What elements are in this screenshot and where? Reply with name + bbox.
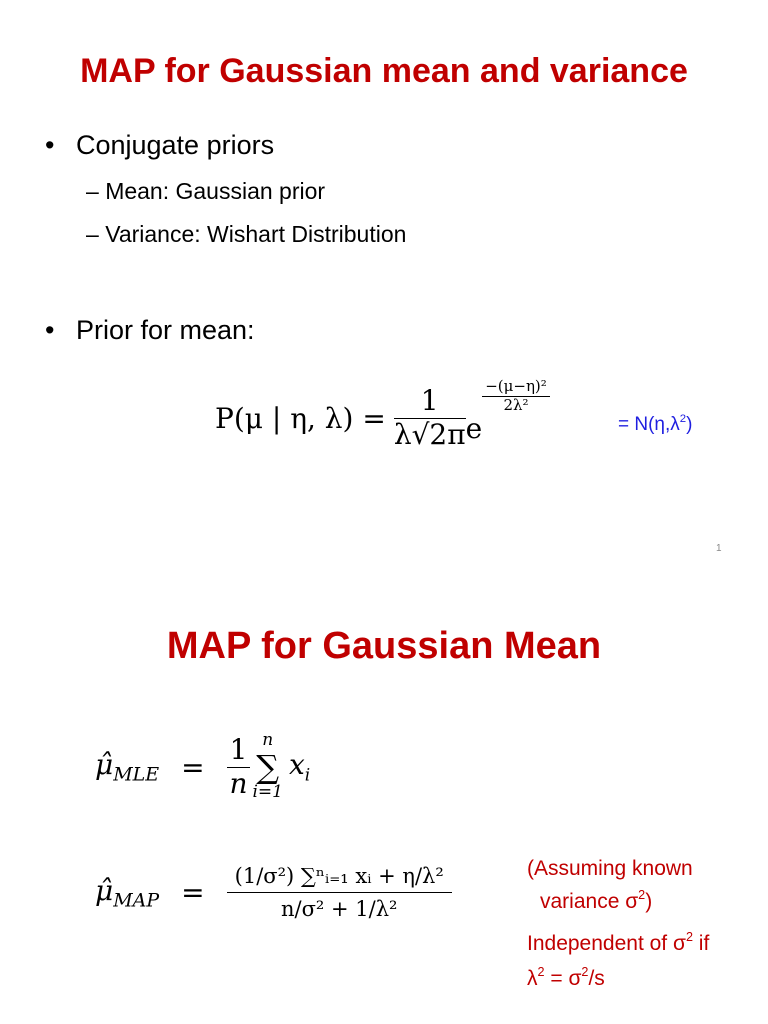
prior-equation	[215, 378, 550, 458]
exponent-denominator: 2λ²	[503, 395, 529, 414]
x-subscript: i	[304, 765, 311, 786]
note-text: = N(η,λ	[618, 413, 680, 435]
equals-sigma-text: = σ	[544, 966, 582, 990]
subbullet-text: Variance: Wishart Distribution	[105, 221, 407, 247]
normal-notation-note	[618, 413, 692, 436]
x-symbol: x	[288, 748, 305, 782]
equals-sign: =	[181, 750, 205, 784]
lambda-superscript: 2	[537, 965, 545, 979]
page-number: 1	[716, 543, 722, 554]
lambda-text: λ	[527, 966, 538, 990]
assumption-note-line1: (Assuming known	[527, 857, 693, 880]
map-subscript: MAP	[113, 889, 160, 912]
slide1-title: MAP for Gaussian mean and variance	[80, 52, 688, 90]
lambda-symbol: λ	[393, 417, 412, 451]
map-equation	[95, 840, 452, 945]
sigma-superscript: 2	[581, 965, 589, 979]
sum-lower-limit: i=1	[252, 782, 283, 802]
bullet-prior-for-mean	[45, 315, 255, 346]
mu-hat-symbol: μ̂	[95, 748, 114, 782]
note-superscript: 2	[638, 888, 646, 902]
subbullet-variance	[86, 221, 406, 248]
sum-symbol: ∑	[256, 748, 280, 786]
independence-note-line2	[527, 965, 605, 991]
sqrt-two-pi: √2π	[411, 417, 466, 451]
note-superscript: 2	[685, 930, 693, 944]
assumption-note-line2	[540, 888, 652, 914]
exponent-numerator: −(μ−η)²	[482, 378, 550, 396]
map-numerator: (1/σ²) ∑ⁿᵢ₌₁ xᵢ + η/λ²	[227, 864, 452, 893]
note-superscript: 2	[679, 413, 687, 425]
note-text: Independent of σ	[527, 931, 686, 955]
mle-subscript: MLE	[113, 763, 160, 786]
equation-fraction	[394, 385, 466, 450]
summation	[252, 731, 283, 802]
fraction-denominator	[394, 419, 466, 451]
bullet-text: Conjugate priors	[75, 130, 275, 160]
mu-hat-symbol: μ̂	[95, 873, 114, 907]
note-text-end: )	[645, 889, 653, 913]
bullet-marker: •	[45, 315, 55, 345]
note-text: variance σ	[540, 889, 639, 913]
bullet-marker: •	[45, 130, 55, 160]
map-denominator: n/σ² + 1/λ²	[280, 897, 398, 921]
x-term	[289, 748, 310, 786]
one-over-n	[227, 734, 251, 799]
sum-upper-limit: n	[262, 730, 274, 751]
subbullet-text: Mean: Gaussian prior	[105, 178, 326, 204]
fraction-numerator: 1	[394, 385, 466, 418]
exponent-fraction	[482, 378, 550, 414]
mu-hat-mle	[95, 748, 159, 786]
exp-base: e	[465, 411, 483, 445]
bullet-conjugate-priors	[45, 130, 274, 161]
subbullet-mean	[86, 178, 325, 205]
fraction-numerator: 1	[227, 734, 251, 767]
map-fraction	[227, 864, 452, 921]
mu-hat-map	[95, 874, 159, 912]
note-text-end: if	[692, 931, 710, 955]
slide2-title: MAP for Gaussian Mean	[166, 625, 602, 667]
equals-sign: =	[181, 876, 205, 909]
fraction-denominator: n	[229, 766, 248, 800]
note-text-end: )	[686, 413, 693, 435]
subbullet-marker: –	[86, 221, 99, 247]
over-s-text: /s	[588, 966, 605, 990]
bullet-text: Prior for mean:	[75, 315, 255, 345]
independence-note-line1	[527, 930, 709, 956]
mle-equation	[95, 722, 310, 812]
equation-lhs: P(μ | η, λ) =	[215, 401, 386, 435]
subbullet-marker: –	[86, 178, 99, 204]
